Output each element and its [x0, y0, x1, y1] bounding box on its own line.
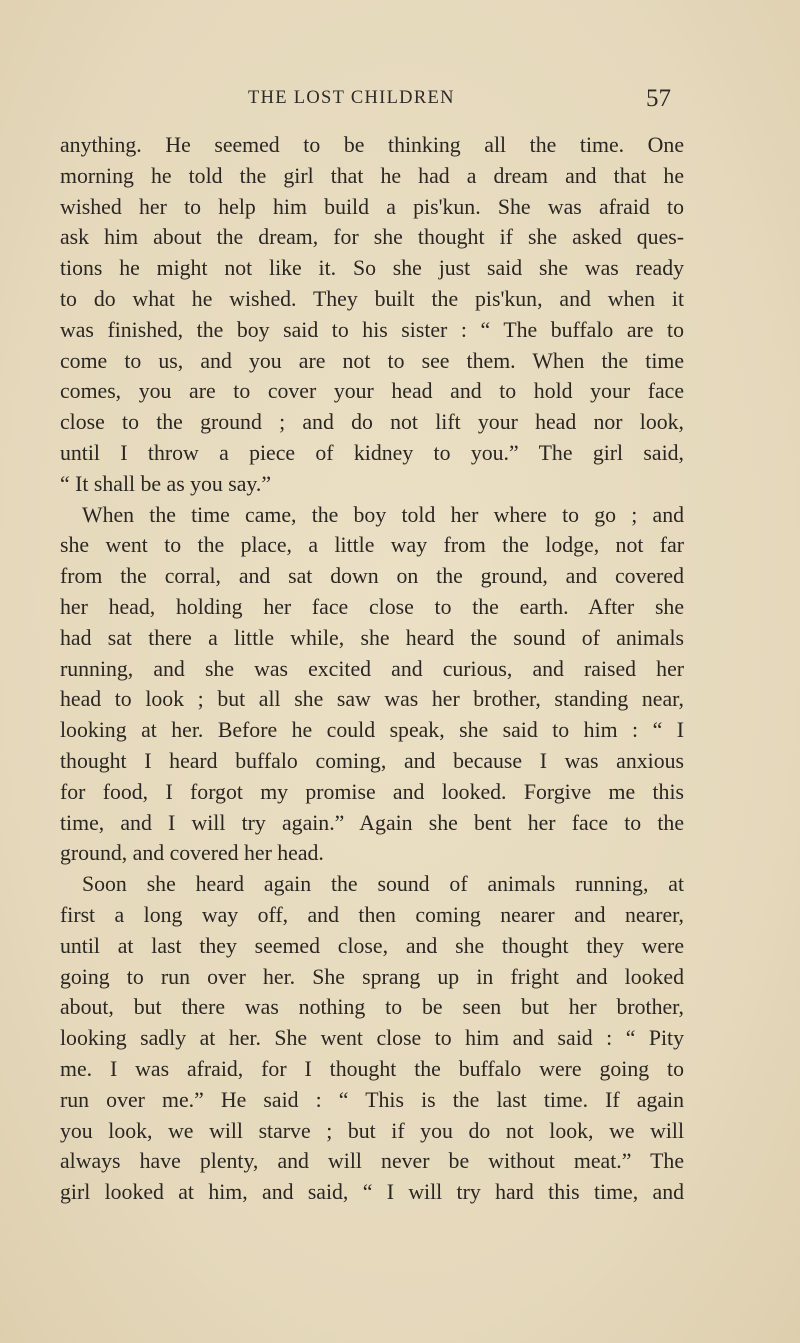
text-line: until at last they seemed close, and she thought they were	[60, 933, 684, 958]
text-line: first a long way off, and then coming nearer and nearer,	[60, 902, 684, 927]
text-line: from the corral, and sat down on the ground, and covered	[60, 564, 684, 589]
text-line: until I throw a piece of kidney to you.” The girl said,	[60, 440, 684, 465]
text-line: always have plenty, and will never be without meat.” The	[60, 1149, 684, 1174]
text-line: “ It shall be as you say.”	[60, 471, 272, 496]
page-number: 57	[646, 85, 671, 112]
text-line: come to us, and you are not to see them. When the time	[60, 348, 684, 373]
page-header	[0, 85, 800, 118]
text-line: head to look ; but all she saw was her brother, standing near,	[60, 687, 684, 712]
text-line: running, and she was excited and curious, and raised her	[60, 656, 684, 681]
text-line: Soon she heard again the sound of animals running, at	[82, 872, 684, 897]
text-line: looking at her. Before he could speak, she said to him : “ I	[60, 718, 684, 743]
text-line: me. I was afraid, for I thought the buffalo were going to	[60, 1056, 684, 1081]
text-line: for food, I forgot my promise and looked. Forgive me this	[60, 779, 684, 804]
text-line: about, but there was nothing to be seen but her brother,	[60, 995, 684, 1020]
text-line: her head, holding her face close to the earth. After she	[60, 594, 684, 619]
text-line: thought I heard buffalo coming, and because I was anxious	[60, 748, 684, 773]
text-line: looking sadly at her. She went close to him and said : “ Pity	[60, 1026, 684, 1051]
text-line: she went to the place, a little way from the lodge, not far	[60, 533, 684, 558]
text-line: close to the ground ; and do not lift your head nor look,	[60, 410, 684, 435]
text-line: anything. He seemed to be thinking all the time. One	[60, 133, 684, 157]
running-head: THE LOST CHILDREN	[248, 88, 455, 108]
text-line: was finished, the boy said to his sister : “ The buffalo are to	[60, 317, 684, 342]
text-line: morning he told the girl that he had a dream and that he	[60, 163, 684, 188]
text-line: going to run over her. She sprang up in fright and looked	[60, 964, 684, 989]
text-line: run over me.” He said : “ This is the last time. If again	[60, 1087, 684, 1112]
text-line: comes, you are to cover your head and to hold your face	[60, 379, 684, 404]
text-line: ground, and covered her head.	[60, 841, 324, 866]
text-line: you look, we will starve ; but if you do not look, we will	[60, 1118, 684, 1143]
text-line: time, and I will try again.” Again she bent her face to the	[60, 810, 684, 835]
text-line: ask him about the dream, for she thought if she asked ques-	[60, 225, 684, 250]
text-line: to do what he wished. They built the pis'kun, and when it	[60, 286, 684, 311]
body-text	[60, 130, 684, 1208]
text-line: When the time came, the boy told her where to go ; and	[82, 502, 684, 527]
text-line: tions he might not like it. So she just said she was ready	[60, 256, 684, 281]
text-line: girl looked at him, and said, “ I will try hard this time, and	[60, 1180, 684, 1205]
text-line: had sat there a little while, she heard the sound of animals	[60, 625, 684, 650]
text-line: wished her to help him build a pis'kun. She was afraid to	[60, 194, 684, 219]
